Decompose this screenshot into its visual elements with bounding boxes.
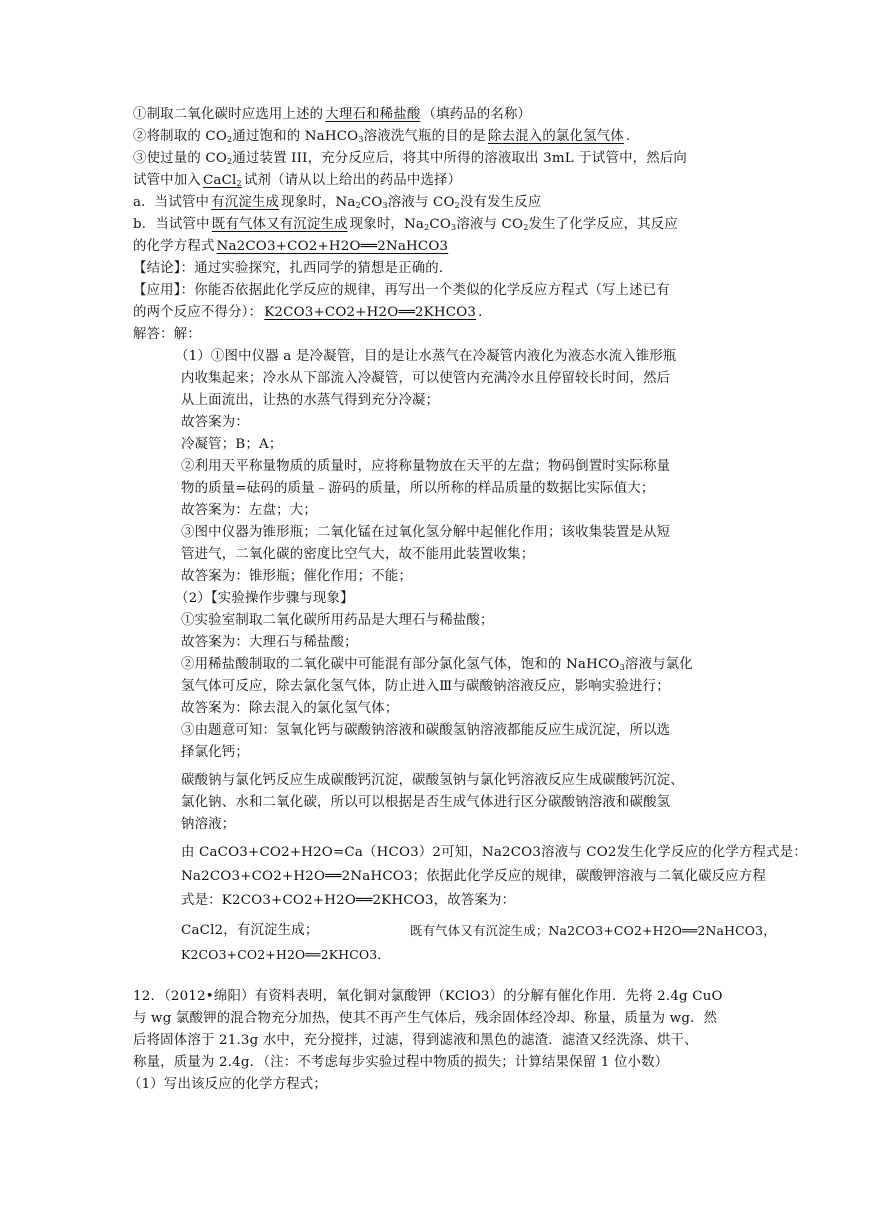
answer-blank: 除去混入的氯化氢气体 [487, 129, 624, 144]
solution-line: K2CO3+CO2+H2O══2KHCO3． [181, 947, 390, 962]
solution-line: 钠溶液； [181, 817, 236, 832]
question-12-line: 与 wg 氯酸钾的混合物充分加热，使其不再产生气体后，残余固体经冷却、称量，质量为 wg．然 [133, 1011, 718, 1026]
question-line: a．当试管中 有沉淀生成 现象时，$Na_2CO_3$溶液与 $CO_2$没有发生反应 [133, 195, 542, 210]
answer-blank: K2CO3+CO2+H2O══2KHCO3 [264, 305, 477, 320]
question-12-line: （1）写出该反应的化学方程式； [128, 1077, 327, 1092]
solution-line: 既有气体又有沉淀生成；Na2CO3+CO2+H2O══2NaHCO3， [410, 923, 776, 938]
solution-line: ②利用天平称量物质的质量时，应将称量物放在天平的左盘；物码倒置时实际称量 [181, 459, 671, 474]
solution-line: 故答案为：锥形瓶；催化作用；不能； [181, 569, 413, 584]
solution-line: （1）①图中仪器 a 是冷凝管，目的是让水蒸气在冷凝管内液化为液态水流入锥形瓶 [175, 349, 677, 364]
question-line: 的化学方程式 Na2CO3+CO2+H2O══2NaHCO3 [133, 239, 449, 254]
question-line: ①制取二氧化碳时应选用上述的 大理石和稀盐酸 （填药品的名称） [133, 107, 532, 122]
answer-blank: 既有气体又有沉淀生成 [211, 217, 348, 232]
solution-line: 氢气体可反应，除去氯化氢气体，防止进入Ⅲ与碳酸钠溶液反应，影响实验进行； [181, 679, 670, 694]
solution-line: 故答案为：左盘；大； [181, 503, 317, 518]
solution-line: 从上面流出，让热的水蒸气得到充分冷凝； [181, 393, 440, 408]
application-line: 【应用】：你能否依据此化学反应的规律，再写出一个类似的化学反应方程式（写上述已有 [133, 283, 670, 298]
question-line: ③使过量的 $CO_2$通过装置 III，充分反应后，将其中所得的溶液取出 3mL 于试管中，然后向 [133, 151, 688, 166]
solution-heading: 解答：解： [133, 327, 201, 342]
answer-blank: 大理石和稀盐酸 [325, 107, 421, 122]
solution-line: ②用稀盐酸制取的二氧化碳中可能混有部分氯化氢气体，饱和的 NaHCO$_3$溶液与氯化 [181, 657, 693, 672]
solution-line: ①实验室制取二氧化碳所用药品是大理石与稀盐酸； [181, 613, 494, 628]
question-12-line: 后将固体溶于 21.3g 水中，充分搅拌，过滤，得到滤液和黑色的滤渣．滤渣又经洗涤、烘干、 [133, 1033, 698, 1048]
solution-line: 物的质量=砝码的质量﹣游码的质量，所以所称的样品质量的数据比实际值大； [181, 481, 655, 496]
answer-blank: CaCl$_2$ [202, 173, 242, 188]
solution-line: （2）【实验操作步骤与现象】 [175, 591, 354, 606]
conclusion-line: 【结论】：通过实验探究，扎西同学的猜想是正确的． [133, 261, 453, 276]
question-12-line: 称量，质量为 2.4g．（注：不考虑每步实验过程中物质的损失；计算结果保留 1 位小数） [133, 1055, 669, 1070]
solution-line: Na2CO3+CO2+H2O══2NaHCO3；依据此化学反应的规律，碳酸钾溶液与二氧化碳反应方程 [181, 869, 767, 884]
answer-blank: Na2CO3+CO2+H2O══2NaHCO3 [216, 239, 449, 254]
solution-line: 管进气，二氧化碳的密度比空气大，故不能用此装置收集； [181, 547, 535, 562]
solution-line: ③由题意可知：氢氧化钙与碳酸钠溶液和碳酸氢钠溶液都能反应生成沉淀，所以选 [181, 723, 671, 738]
question-line: b．当试管中 既有气体又有沉淀生成 现象时，$Na_2CO_3$溶液与 $CO_2$发生了化学反应，其反应 [133, 217, 678, 232]
solution-line: 式是：K2CO3+CO2+H2O══2KHCO3，故答案为： [181, 893, 516, 908]
solution-line: 内收集起来；冷水从下部流入冷凝管，可以使管内充满冷水且停留较长时间，然后 [181, 371, 671, 386]
question-line: 试管中加入 CaCl$_2$ 试剂（请从以上给出的药品中选择） [133, 173, 462, 188]
question-12-line: 12．（2012•绵阳）有资料表明，氧化铜对氯酸钾（KClO3）的分解有催化作用．先将 2.4g CuO [133, 989, 723, 1004]
application-line: 的两个反应不得分）： K2CO3+CO2+H2O══2KHCO3 ． [133, 305, 492, 320]
solution-line: 氯化钠、水和二氧化碳，所以可以根据是否生成气体进行区分碳酸钠溶液和碳酸氢 [181, 795, 671, 810]
solution-line: 由 CaCO3+CO2+H2O=Ca（HCO3）2可知，Na2CO3溶液与 CO2发生化学反应的化学方程式是： [181, 845, 807, 860]
solution-line: 择氯化钙； [181, 745, 249, 760]
solution-line: 故答案为：除去混入的氯化氢气体； [181, 701, 399, 716]
answer-blank: 有沉淀生成 [211, 195, 280, 210]
solution-line: 故答案为：大理石与稀盐酸； [181, 635, 358, 650]
solution-line: 碳酸钠与氯化钙反应生成碳酸钙沉淀，碳酸氢钠与氯化钙溶液反应生成碳酸钙沉淀、 [181, 773, 684, 788]
solution-line: ③图中仪器为锥形瓶；二氧化锰在过氧化氢分解中起催化作用；该收集装置是从短 [181, 525, 671, 540]
question-line: ②将制取的 $CO_2$通过饱和的 NaHCO$_3$溶液洗气瓶的目的是 除去混入的氯化氢气体 ． [133, 129, 640, 144]
solution-line: 故答案为： [181, 415, 249, 430]
solution-line: 冷凝管；B；A； [181, 437, 283, 452]
solution-line: CaCl2，有沉淀生成； [181, 923, 319, 938]
